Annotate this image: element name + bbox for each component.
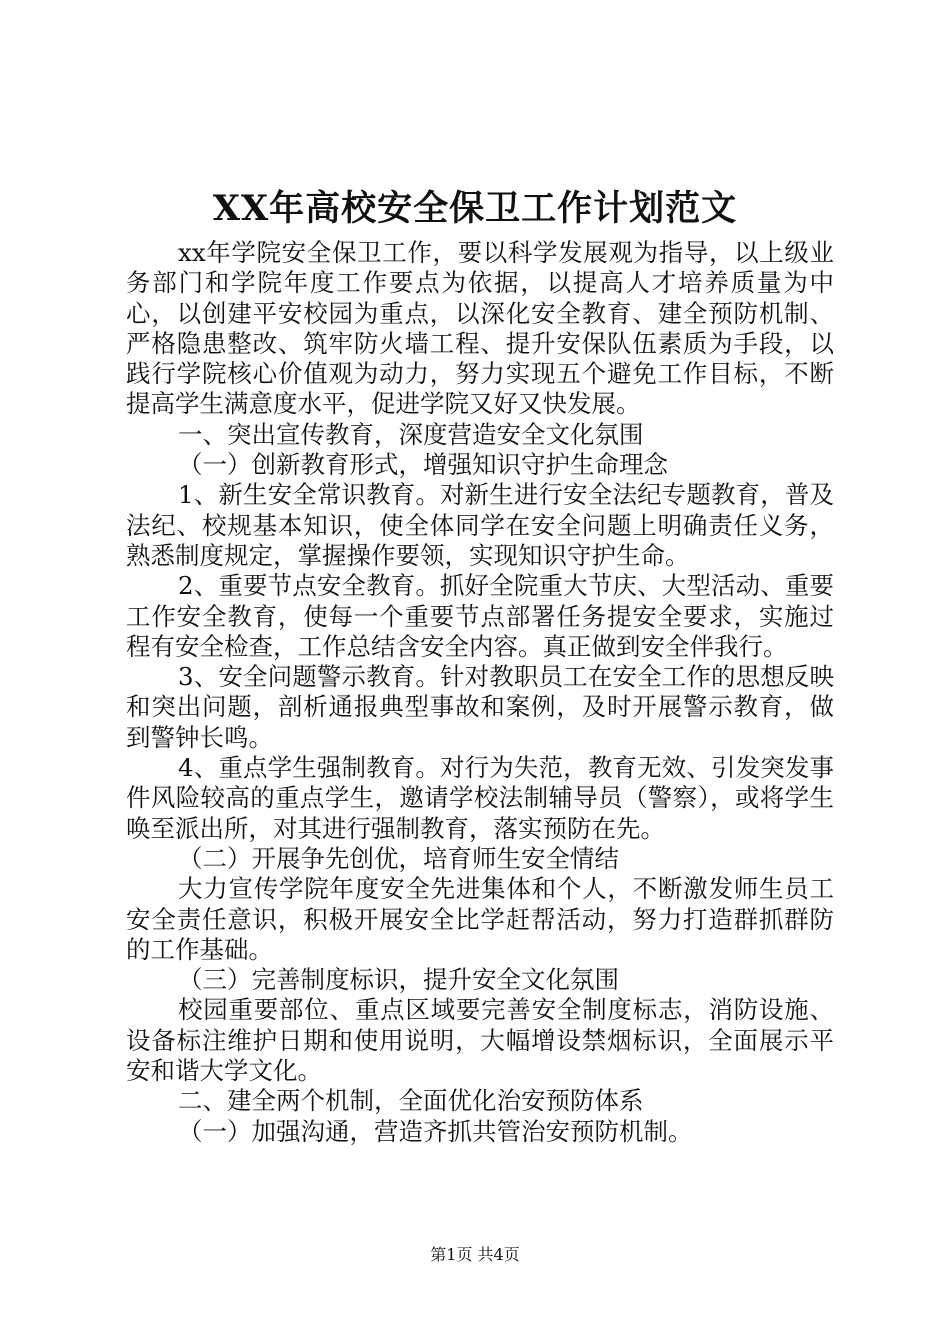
paragraph-intro: xx年学院安全保卫工作，要以科学发展观为指导，以上级业务部门和学院年度工作要点为依据，以提高人才培养质量为中心，以创建平安校园为重点，以深化安全教育、建全预防机制、严格隐患整改、筑牢防火墙工程、提升安保队伍素质为手段，以践行学院核心价值观为动力，努力实现五个避免工作目标，不断提高学生满意度水平，促进学院又好又快发展。 <box>126 238 834 419</box>
paragraph-subsection-1-3: 校园重要部位、重点区域要完善安全制度标志，消防设施、设备标注维护日期和使用说明，大幅增设禁烟标识，全面展示平安和谐大学文化。 <box>126 995 834 1086</box>
heading-subsection-1-1: （一）创新教育形式，增强知识守护生命理念 <box>178 450 668 480</box>
document-title: XX年高校安全保卫工作计划范文 <box>212 188 738 229</box>
page-number-footer: 第1页 共4页 <box>430 1245 520 1264</box>
paragraph-subsection-1-2: 大力宣传学院年度安全先进集体和个人，不断激发师生员工安全责任意识，积极开展安全比学赶帮活动，努力打造群抓群防的工作基础。 <box>126 874 834 964</box>
paragraph-item-2: 2、重要节点安全教育。抓好全院重大节庆、大型活动、重要工作安全教育，使每一个重要节点部署任务提安全要求，实施过程有安全检查，工作总结含安全内容。真正做到安全伴我行。 <box>126 571 834 661</box>
paragraph-item-1: 1、新生安全常识教育。对新生进行安全法纪专题教育，普及法纪、校规基本知识，使全体同学在安全问题上明确责任义务，熟悉制度规定，掌握操作要领，实现知识守护生命。 <box>126 480 834 570</box>
heading-subsection-1-2: （二）开展争先创优，培育师生安全情结 <box>178 843 619 873</box>
heading-subsection-1-3: （三）完善制度标识，提升安全文化氛围 <box>178 965 619 995</box>
heading-section-2: 二、建全两个机制，全面优化治安预防体系 <box>178 1086 644 1116</box>
heading-subsection-2-1: （一）加强沟通，营造齐抓共管治安预防机制。 <box>178 1116 693 1146</box>
heading-section-1: 一、突出宣传教育，深度营造安全文化氛围 <box>178 419 644 449</box>
document-body <box>126 238 834 1147</box>
paragraph-item-4: 4、重点学生强制教育。对行为失范，教育无效、引发突发事件风险较高的重点学生，邀请学校法制辅导员（警察），或将学生唤至派出所，对其进行强制教育，落实预防在先。 <box>126 753 834 843</box>
paragraph-item-3: 3、安全问题警示教育。针对教职员工在安全工作的思想反映和突出问题，剖析通报典型事故和案例，及时开展警示教育，做到警钟长鸣。 <box>126 662 834 752</box>
